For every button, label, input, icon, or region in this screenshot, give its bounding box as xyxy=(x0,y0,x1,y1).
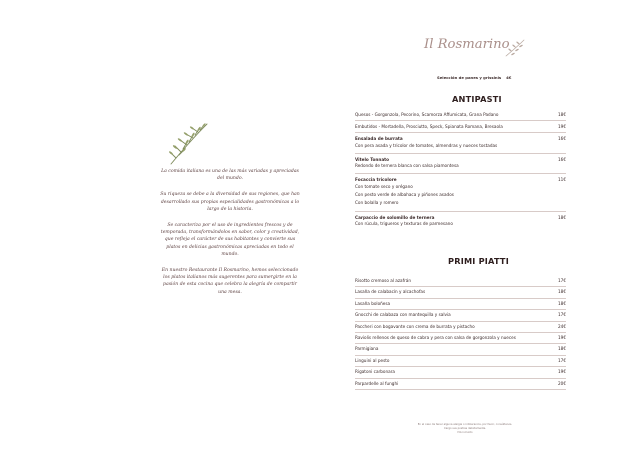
intro-paragraph: La comida italiana es una de las más variadas y apreciadas del mundo. xyxy=(161,169,299,182)
menu-item-price: 20€ xyxy=(558,380,566,386)
menu-item-name: Ensalada de burrata xyxy=(355,136,403,142)
brand-logo-text: Il Rosmarino xyxy=(424,37,510,52)
intro-paragraph: Se caracteriza por el uso de ingredientes frescos y de temporada, transformándolos en sabor, color y creatividad, que refleja el carácter de sus habitantes y convierte sus platos en delicias gastronómicas apreciadas en todo el mundo. xyxy=(160,223,300,257)
intro-text xyxy=(160,168,300,305)
menu-item-name: Carpaccio de solomillo de ternera xyxy=(355,214,435,220)
menu-item-price: 17€ xyxy=(558,278,566,283)
menu-item-price: 16€ xyxy=(558,136,566,142)
divider xyxy=(355,132,566,133)
primi-piatti-title: PRIMI PIATTI xyxy=(448,256,509,266)
footnote xyxy=(405,423,525,435)
intro-paragraph: En nuestro Restaurante Il Rosmarino, hemos seleccionado los platos italianos más sugerentes para sumergirte en la pasión de esta cocina que celebra la alegría de compartir una mesa. xyxy=(161,268,299,295)
menu-item xyxy=(355,124,566,129)
menu-item-name: Rigatoni carbonara xyxy=(355,369,395,375)
menu-item-name: Embutidos - Mortadella, Prosciutto, Speck, Spianata Romana, Bresaola xyxy=(355,124,503,130)
menu-item-price: 18€ xyxy=(558,289,566,295)
menu-item-name: Paccheri con bogavante con crema de burrata y pistacho xyxy=(355,323,475,329)
menu-item xyxy=(355,112,566,117)
menu-item-price: 18€ xyxy=(558,346,566,352)
menu-item xyxy=(355,299,566,310)
menu-item xyxy=(355,287,566,298)
menu-item-name: Raviolis rellenos de queso de cabra y pera con salsa de gorgonzola y nueces xyxy=(355,334,516,340)
menu-item-name: Parpardelle al funghi xyxy=(355,380,399,386)
menu-item-description: Con tomate seco y orégano xyxy=(355,183,413,189)
rosemary-logo-icon xyxy=(503,37,527,59)
menu-item-price: 18€ xyxy=(558,112,566,117)
menu-item-description: Redondo de ternera blanca con salsa piamontesa xyxy=(355,163,459,169)
primi-piatti-list xyxy=(355,276,566,390)
menu-item-price: 11€ xyxy=(558,177,566,183)
menu-item xyxy=(355,344,566,355)
divider xyxy=(355,389,566,390)
divider xyxy=(355,173,566,174)
menu-item xyxy=(355,322,566,333)
menu-item-price: 17€ xyxy=(558,357,566,363)
divider xyxy=(355,153,566,154)
menu-item-price: 17€ xyxy=(558,312,566,318)
menu-item xyxy=(355,379,566,390)
menu-item xyxy=(355,276,566,287)
intro-paragraph: Su riqueza se debe a la diversidad de sus regiones, que han desarrollado sus propias especialidades gastronómicas a lo largo de la historia. xyxy=(160,192,300,212)
antipasti-title: ANTIPASTI xyxy=(452,94,502,104)
bread-selection-label: Selección de panes y grissinis xyxy=(437,75,502,80)
menu-item xyxy=(355,177,566,207)
menu-item xyxy=(355,136,566,150)
menu-item-price: 18€ xyxy=(558,214,566,220)
antipasti-list xyxy=(355,112,566,228)
menu-item xyxy=(355,215,566,229)
menu-item xyxy=(355,310,566,321)
menu-item xyxy=(355,356,566,367)
menu-item-price: 19€ xyxy=(558,334,566,340)
menu-item xyxy=(355,367,566,378)
menu-item xyxy=(355,333,566,344)
divider xyxy=(355,120,566,121)
menu-item-name: Parmigiana xyxy=(355,346,379,352)
menu-item xyxy=(355,157,566,171)
menu-item-name: Gnocchi de calabaza con mantequilla y salvia xyxy=(355,312,451,318)
menu-item-name: Lasaña de calabacín y alcachofas xyxy=(355,289,426,295)
menu-item-name: Lasaña boloñesa xyxy=(355,300,391,306)
menu-item-price: 19€ xyxy=(558,124,566,130)
divider xyxy=(355,211,566,212)
menu-item-price: 18€ xyxy=(558,300,566,306)
menu-item-description: Con bolalla y romero xyxy=(355,200,399,206)
menu-item-name: Quesos - Gorgonzola, Pecorino, Scamorza Affumicata, Grana Padano xyxy=(355,112,499,117)
menu-item-name: Linguini al pesto xyxy=(355,357,390,363)
menu-item-name: Risotto cremoso al azafrán xyxy=(355,278,412,283)
menu-item-price: 24€ xyxy=(558,323,566,329)
menu-item-description: Con pera asada y tricolor de tomates, almendras y nueces tostadas xyxy=(355,142,498,148)
menu-item-price: 16€ xyxy=(558,156,566,162)
menu-item-name: Focaccia tricolore xyxy=(355,177,397,183)
footnote-line: Cargo sus postres debidamente. xyxy=(443,427,487,430)
menu-item-name: Vitelo Tonnato xyxy=(355,156,390,162)
footnote-line: En el caso de tener alguna alergia o intolerancia, por favor, consúltenos. xyxy=(417,423,513,426)
menu-item-description: Con pesto verde de albahaca y piñones asados xyxy=(355,191,454,197)
footnote-line: IVA incluido xyxy=(457,431,473,434)
rosemary-sprig-icon xyxy=(165,118,213,170)
bread-selection-price: 4€ xyxy=(506,75,512,80)
bread-selection-note xyxy=(437,75,511,80)
menu-item-price: 19€ xyxy=(558,369,566,375)
menu-item-description: Con rúcula, trigueros y texturas de parmesano xyxy=(355,220,453,226)
